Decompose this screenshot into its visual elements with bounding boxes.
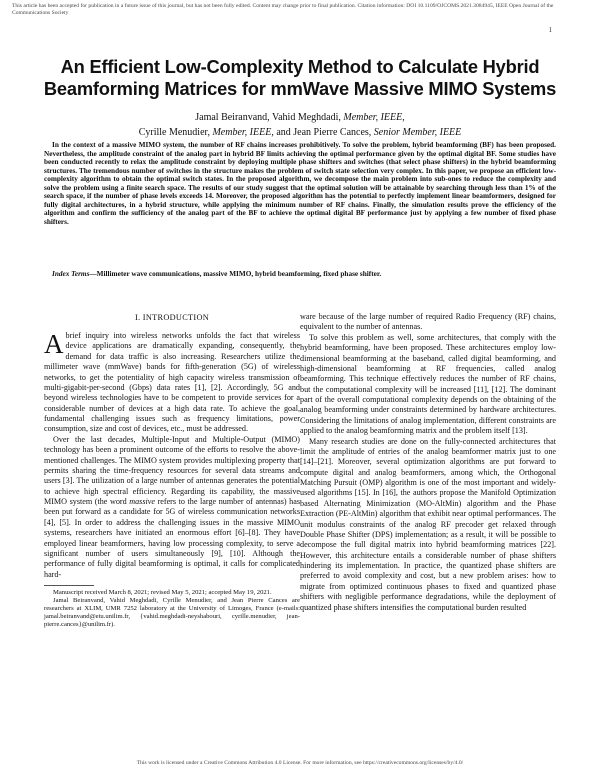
author-names-2: Cyrille Menudier, [138, 127, 210, 138]
paper-title: An Efficient Low-Complexity Method to Calculate Hybrid Beamforming Matrices for mmWave Massive MIMO Systems [43, 56, 557, 99]
intro-paragraph-1 [44, 331, 300, 435]
intro-paragraph-1-text: brief inquiry into wireless networks unfolds the fact that wireless device applications are dramatically expanding, consequently, the demand for data traffic is also increasing. Researchers utilize the millimeter wave (mmWave) bands for fifth-generation (5G) of wireless networks, to get the potentiality of high capacity wireless transmission of multi-gigabit-per-second (Gbps) data rates [1], [2]. Accordingly, 5G and beyond wireless technologies have to be competent to provide services for a considerable number of devices at a high data rate. To achieve the goal, fundamental challenging issues such as frequency limitations, power consumption, size and cost of devices, etc., must be addressed. [44, 331, 300, 434]
page-footer-license: This work is licensed under a Creative Commons Attribution 4.0 License. For more information, see https://creativecommons.org/licenses/by/4.0/ [136, 760, 464, 766]
footnote-received: Manuscript received March 8, 2021; revised May 5, 2021; accepted May 19, 2021. [53, 589, 272, 596]
section-heading-introduction: I. INTRODUCTION [134, 313, 210, 322]
drop-cap: A [44, 329, 64, 359]
intro-paragraph-2-text-b: refers to the large number of antennas) has been put forward as a candidate for 5G of wireless communication networks [4], [5]. In order to address the challenging issues in the massive MIMO systems, researchers have initiated an enormous effort [6]–[8]. They have employed linear beamformers, having low processing complexity, to serve a significant number of users simultaneously [9], [10]. Although the performance of fully digital beamforming is optimal, it calls for complicated hard- [44, 497, 300, 579]
abstract: In the context of a massive MIMO system, the number of RF chains increases prohibitively. To solve the problem, hybrid beamforming (BF) has been proposed. Nevertheless, the amplitude constraint of the analog part in hybrid BF limits achieving the optimal performance given by the optimal digital BF. Some studies have been conducted recently to relax the amplitude constraint by deploying multiple phase shifters and switches (that select phase shifters) in the hybrid beamforming structures. The tremendous number of switches in the structure makes the problem of switch state selection very complex. In this paper, we propose an efficient low-complexity algorithm to obtain the optimal switch states. In the proposed algorithm, we decompose the main problem into sub-ones to reduce the complexity and solve the problem using a finite search space. The results of our study suggest that the optimal solution will be attainable by searching through less than 1% of the search space, if the number of phase levels exceeds 14. Moreover, the proposed algorithm has the potential to perfectly implement linear beamformers, designed for fully digital architectures, in a hybrid structure, while applying the minimum number of RF chains. Finally, the simulation results prove the efficiency of the algorithm and confirm the sufficiency of the analog part of the BF to achieve the optimal digital BF performance just by applying a few number of fixed phase shifters. [44, 141, 556, 226]
author-names-1: Jamal Beiranvand, Vahid Meghdadi, [195, 112, 341, 123]
footnote-rule [44, 585, 94, 586]
author-role-3: Senior Member, IEEE [373, 127, 462, 138]
right-paragraph-3: Many research studies are done on the fully-connected architectures that limit the amplitude of entries of the analog beamformer matrix just to one [14]–[21]. Moreover, several optimization algorithms are put forward to compute digital and analog beamformers, among which, the Orthogonal Matching Pursuit (OMP) algorithm is one of the most important and widely-used algorithms [15]. In [16], the authors propose the Manifold Optimization based Alternating Minimization (MO-AltMin) algorithm and the Phase Extraction (PE-AltMin) algorithm that exhibit near optimal performances. The unit modulus constraints of the analog RF precoder get relaxed through Double Phase Shifter (DPS) implementation; as a result, it will be possible to decompose the full digital matrix into hybrid beamforming matrices [22]. However, this architecture entails a considerable number of phase shifters hindering its implementation. In practice, the quantized phase shifters are preferred to avoid complexity and cost, but a new problem arises: how to migrate from optimized continuous phases to fixed and quantized phase shifters with negligible performance degradations, while the deployment of quantized phase shifters intensifies the computational burden resulted [300, 436, 556, 612]
footnote-affiliation: Jamal Beiranvand, Vahid Meghdadi, Cyrille Menudier, and Jean Pierre Cances are researchers at XLIM, UMR 7252 laboratory at the University of Limoges, France (e-mails: jamal.beiranvand@etu.unilim.fr, {vahid.meghdadi-neyshabouri, cyrille.menudier, jean-pierre.cances}@unilim.fr). [44, 597, 300, 628]
left-column [44, 312, 300, 629]
right-paragraph-2: To solve this problem as well, some architectures, that comply with the hybrid beamforming, have been proposed. These architectures employ low-dimensional beamforming at the baseband, called digital beamforming, and high-dimensional beamforming at RF frequencies, called analog beamforming. This technique effectively reduces the number of RF chains, but the computational complexity will be increased [11], [12]. The dominant part of the overall computational complexity depends on the obtaining of the analog beamforming under constraints determined by hardware architectures. Considering the limitations of analog implementation, different constraints are applied to the analog beamforming matrix and the problem itself [13]. [300, 332, 556, 436]
index-terms-text: —Millimeter wave communications, massive MIMO, hybrid beamforming, fixed phase shifter. [89, 270, 382, 278]
author-list [40, 110, 560, 140]
page-number: 1 [548, 26, 552, 34]
author-role-1: Member, IEEE, [343, 112, 405, 123]
author-line-2 [40, 125, 560, 140]
right-column [300, 312, 556, 613]
index-terms [44, 270, 556, 279]
intro-paragraph-2 [44, 435, 300, 580]
intro-paragraph-2-emphasis: massive [129, 497, 155, 506]
index-terms-label: Index Terms [52, 270, 90, 278]
page-header-notice: This article has been accepted for publication in a future issue of this journal, but has not been fully edited. Content may change prior to final publication. Citation information: DOI 10.1109/OJCOMS.2021.3084945, IEEE Open Journal of the Communications Society [12, 3, 554, 16]
author-role-2: Member, IEEE, [212, 127, 274, 138]
intro-paragraph-2-text-a: Over the last decades, Multiple-Input and Multiple-Output (MIMO) technology has been a prominent outcome of the efforts to resolve the above-mentioned challenges. The MIMO system provides multiplexing property that permits sharing the time-frequency resources for several data streams and users [3]. The utilization of a large number of antennas generates the potential to achieve high spectral efficiency. Regarding its capability, the massive MIMO system (the word [44, 434, 300, 506]
right-paragraph-1: ware because of the large number of required Radio Frequency (RF) chains, equivalent to the number of antennas. [300, 312, 556, 332]
author-names-3: and Jean Pierre Cances, [276, 127, 372, 138]
author-line-1 [40, 110, 560, 125]
